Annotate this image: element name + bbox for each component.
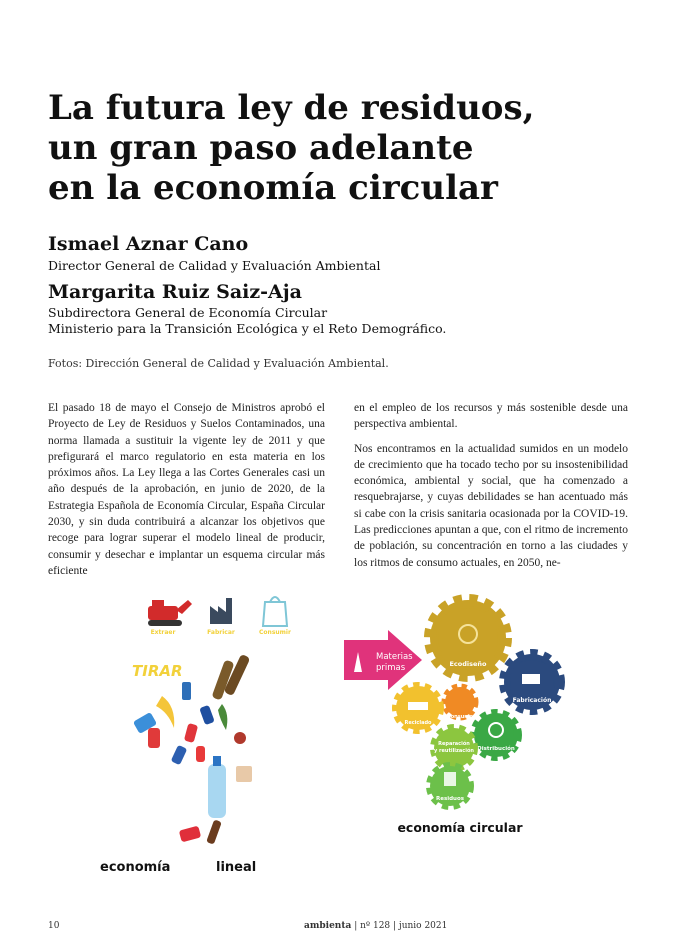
body-paragraph: Nos encontramos en la actualidad sumidos en un modelo de crecimiento que ha tocado techo por su insostenibilidad económica, ambiental y social, que ha comenzado a resquebrajarse, y cuyas debilidades se han acentuado más si cabe con la crisis sanitaria ocasionada por la COVID-19. Las predicciones apuntan a que, con el ritmo de incremento de población, su concentración en torno a las ciudades y los ritmos de consumo actuales, en 2050, ne- [354, 442, 628, 569]
label-lineal: lineal [216, 860, 257, 875]
gear-consumo [445, 687, 475, 717]
author-1-role: Director General de Calidad y Evaluación Ambiental [48, 258, 381, 273]
label-fabricar: Fabricar [207, 629, 235, 636]
excavator-icon [148, 600, 192, 626]
label-reparacion-1: Reparación [438, 741, 470, 747]
title-line-3: en la economía circular [48, 168, 498, 208]
title-line-2: un gran paso adelante [48, 128, 474, 168]
journal-footer [304, 921, 447, 931]
author-1-name: Ismael Aznar Cano [48, 233, 249, 255]
body-paragraph: El pasado 18 de mayo el Consejo de Ministros aprobó el Proyecto de Ley de Residuos y Suelos Contaminados, una norma llamada a sustituir la vigente ley de 2011 y que prefigurará el marco regulatorio en esta materia en los próximos años. La Ley llega a las Cortes Generales casi un año después de la aprobación, en junio de 2020, de la Estrategia Española de Economía Circular, España Circular 2030, y sin duda contribuirá a alcanzar los objetivos que recoge para lograr superar el modelo lineal de producir, consumir y desechar e implantar un esquema circular más eficiente [48, 402, 325, 577]
label-distribucion: Distribución [477, 746, 515, 752]
author-2-role-2: Ministerio para la Transición Ecológica y el Reto Demográfico. [48, 321, 447, 336]
journal-issue: | nº 128 | junio 2021 [351, 921, 448, 931]
label-reciclado: Reciclado [404, 720, 432, 726]
label-consumir: Consumir [259, 629, 291, 636]
label-materias: Materias [376, 652, 413, 662]
label-ecodiseno: Ecodiseño [449, 660, 487, 668]
label-extraer: Extraer [150, 629, 176, 636]
photo-credit: Fotos: Dirección General de Calidad y Evaluación Ambiental. [48, 357, 389, 370]
article-title [48, 88, 648, 208]
label-economia-circular: economía circular [397, 820, 523, 835]
body-column-1 [48, 400, 325, 587]
factory-icon [210, 598, 232, 624]
label-tirar: TIRAR [132, 662, 183, 680]
label-fabricacion: Fabricación [512, 697, 552, 704]
body-paragraph: en el empleo de los recursos y más sostenible desde una perspectiva ambiental. [354, 402, 628, 431]
author-2-role-1: Subdirectora General de Economía Circular [48, 305, 328, 320]
label-primas: primas [376, 663, 406, 673]
label-consumo: Consumo [447, 714, 473, 720]
author-2-name: Margarita Ruiz Saiz-Aja [48, 281, 302, 303]
circular-economy-figure [340, 590, 572, 840]
label-economia-linear: economía [100, 860, 171, 875]
label-residuos: Residuos [435, 796, 465, 802]
title-line-1: La futura ley de residuos, [48, 88, 535, 128]
page-number: 10 [48, 921, 60, 931]
body-column-2 [354, 400, 628, 579]
label-reparacion-2: y reutilización [434, 748, 474, 754]
linear-economy-figure [90, 588, 330, 888]
journal-name: ambienta [304, 921, 352, 931]
shopping-bag-icon [263, 597, 287, 626]
waste-pile-illustration [133, 654, 252, 845]
